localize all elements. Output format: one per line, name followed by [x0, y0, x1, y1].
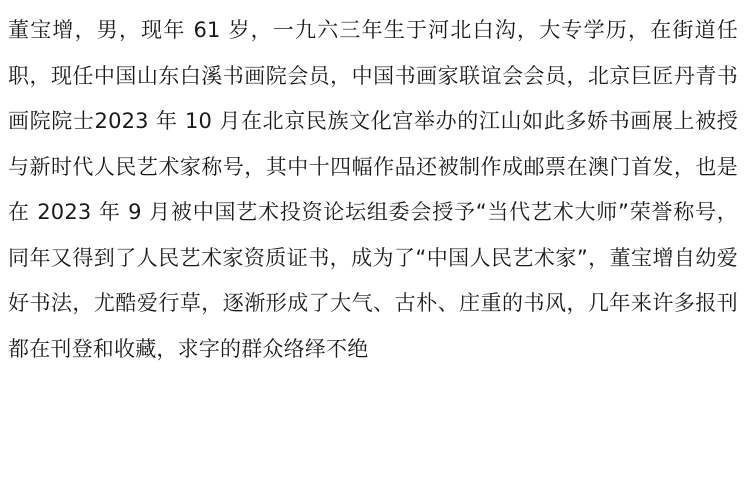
biography-paragraph: 董宝增，男，现年 61 岁，一九六三年生于河北白沟，大专学历，在街道任职，现任中国山东白溪书画院会员，中国书画家联谊会会员，北京巨匠丹青书画院院士2023 年 10 月在北京民族文化宫举办的江山如此多娇书画展上被授与新时代人民艺术家称号，其中十四幅作品还被制作成邮票在澳门首发，也是在 2023 年 9 月被中国艺术投资论坛组委会授予“当代艺术大师”荣誉称号，同年又得到了人民艺术家资质证书，成为了“中国人民艺术家”，董宝增自幼爱好书法，尤酷爱行草，逐渐形成了大气、古朴、庄重的书风，几年来许多报刊都在刊登和收藏，求字的群众络绎不绝	[8, 18, 738, 361]
